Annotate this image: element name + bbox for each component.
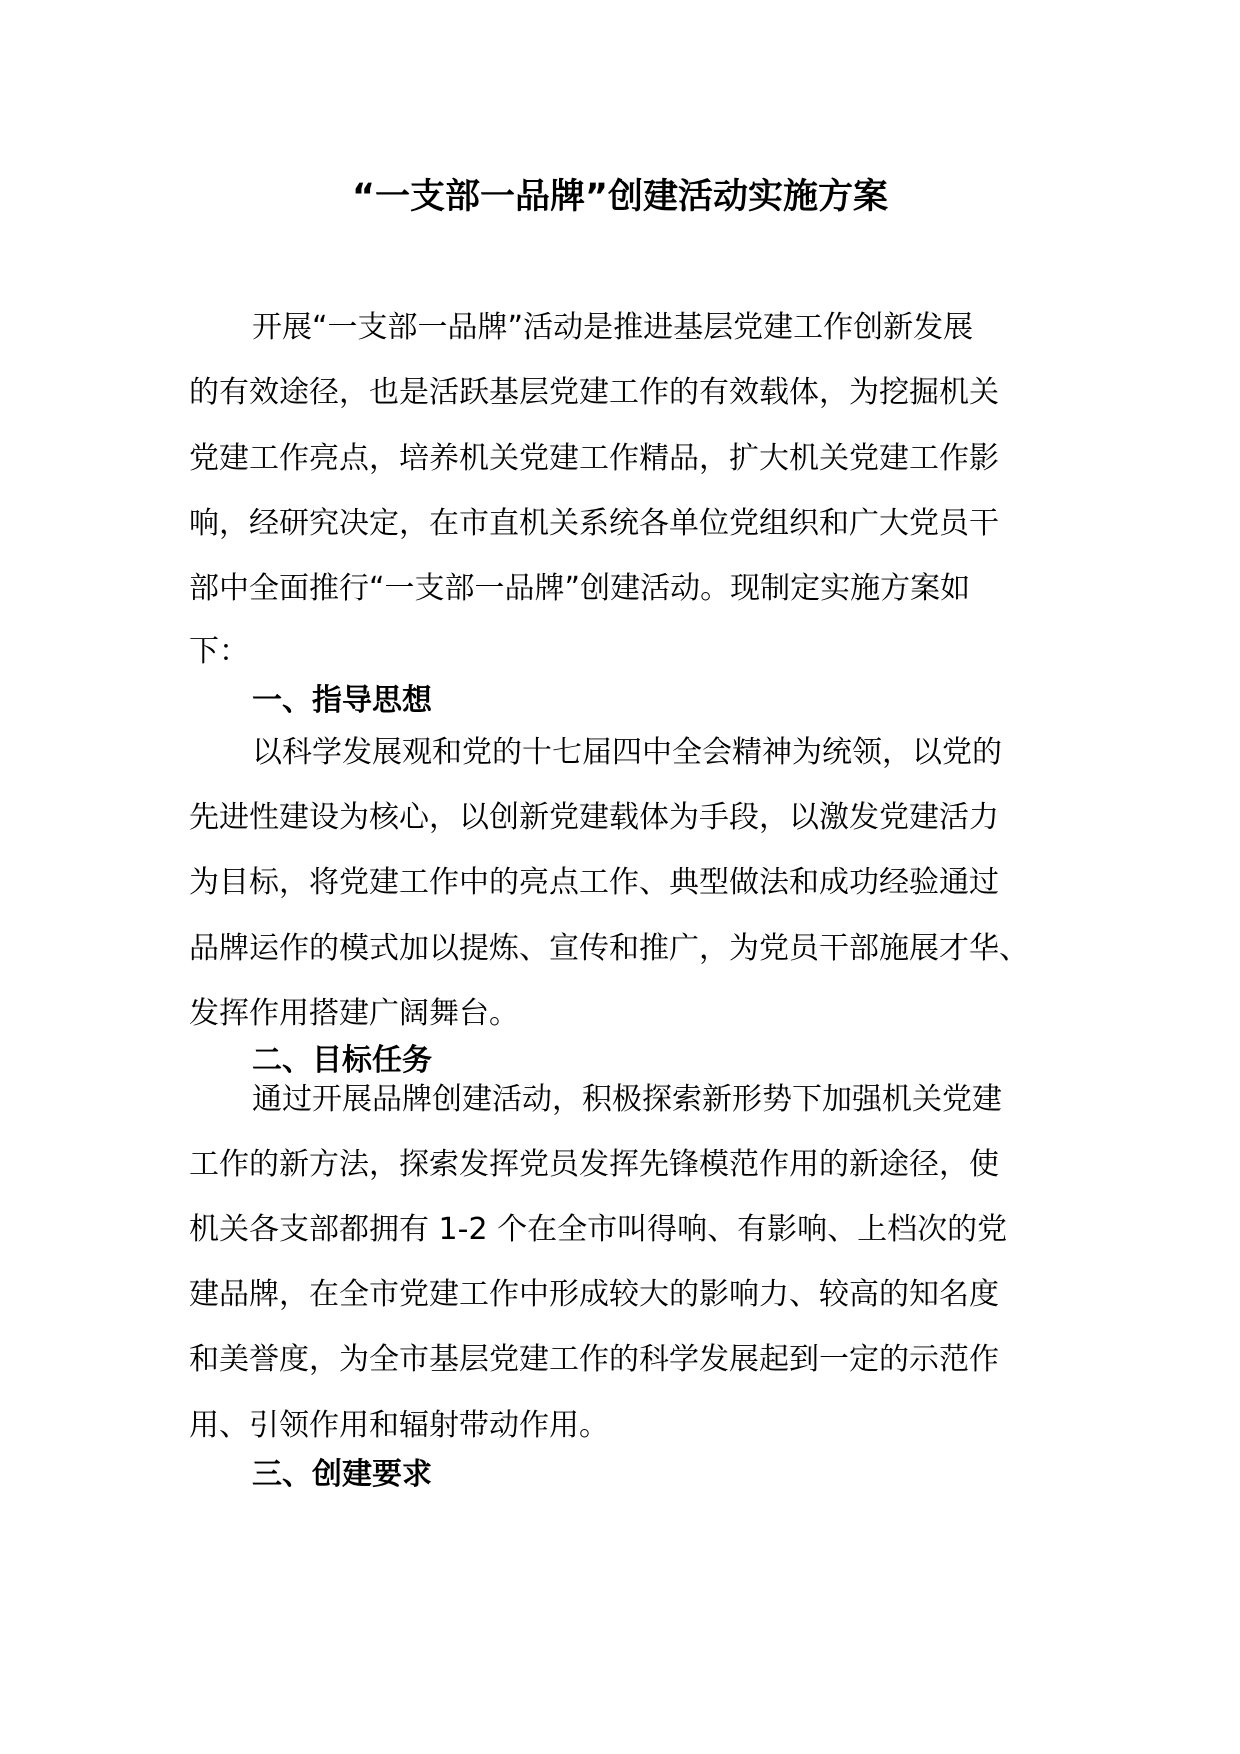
paragraph-line: 开展“一支部一品牌”活动是推进基层党建工作创新发展 (252, 310, 974, 345)
paragraph-line: 部中全面推行“一支部一品牌”创建活动。现制定实施方案如 (189, 571, 971, 606)
paragraph-line: 下： (189, 634, 249, 669)
section-heading: 二、目标任务 (252, 1043, 432, 1078)
paragraph-line: 机关各支部都拥有 1-2 个在全市叫得响、有影响、上档次的党 (189, 1212, 1008, 1247)
document-title: “一支部一品牌”创建活动实施方案 (351, 177, 888, 217)
paragraph-line: 党建工作亮点，培养机关党建工作精品，扩大机关党建工作影 (189, 441, 999, 476)
paragraph-line: 的有效途径，也是活跃基层党建工作的有效载体，为挖掘机关 (189, 375, 999, 410)
paragraph-line: 工作的新方法，探索发挥党员发挥先锋模范作用的新途径，使 (189, 1147, 999, 1182)
paragraph-line: 和美誉度，为全市基层党建工作的科学发展起到一定的示范作 (189, 1342, 999, 1377)
paragraph-line: 建品牌，在全市党建工作中形成较大的影响力、较高的知名度 (189, 1277, 999, 1312)
paragraph-line: 品牌运作的模式加以提炼、宣传和推广，为党员干部施展才华、 (189, 931, 1029, 966)
section-heading: 三、创建要求 (252, 1457, 432, 1492)
paragraph-line: 通过开展品牌创建活动，积极探索新形势下加强机关党建 (252, 1082, 1002, 1117)
paragraph-line: 发挥作用搭建广阔舞台。 (189, 996, 519, 1031)
paragraph-line: 先进性建设为核心，以创新党建载体为手段，以激发党建活力 (189, 800, 999, 835)
section-heading: 一、指导思想 (252, 683, 432, 718)
paragraph-line: 为目标，将党建工作中的亮点工作、典型做法和成功经验通过 (189, 865, 999, 900)
paragraph-line: 以科学发展观和党的十七届四中全会精神为统领，以党的 (252, 735, 1002, 770)
paragraph-line: 用、引领作用和辐射带动作用。 (189, 1408, 609, 1443)
paragraph-line: 响，经研究决定，在市直机关系统各单位党组织和广大党员干 (189, 506, 999, 541)
